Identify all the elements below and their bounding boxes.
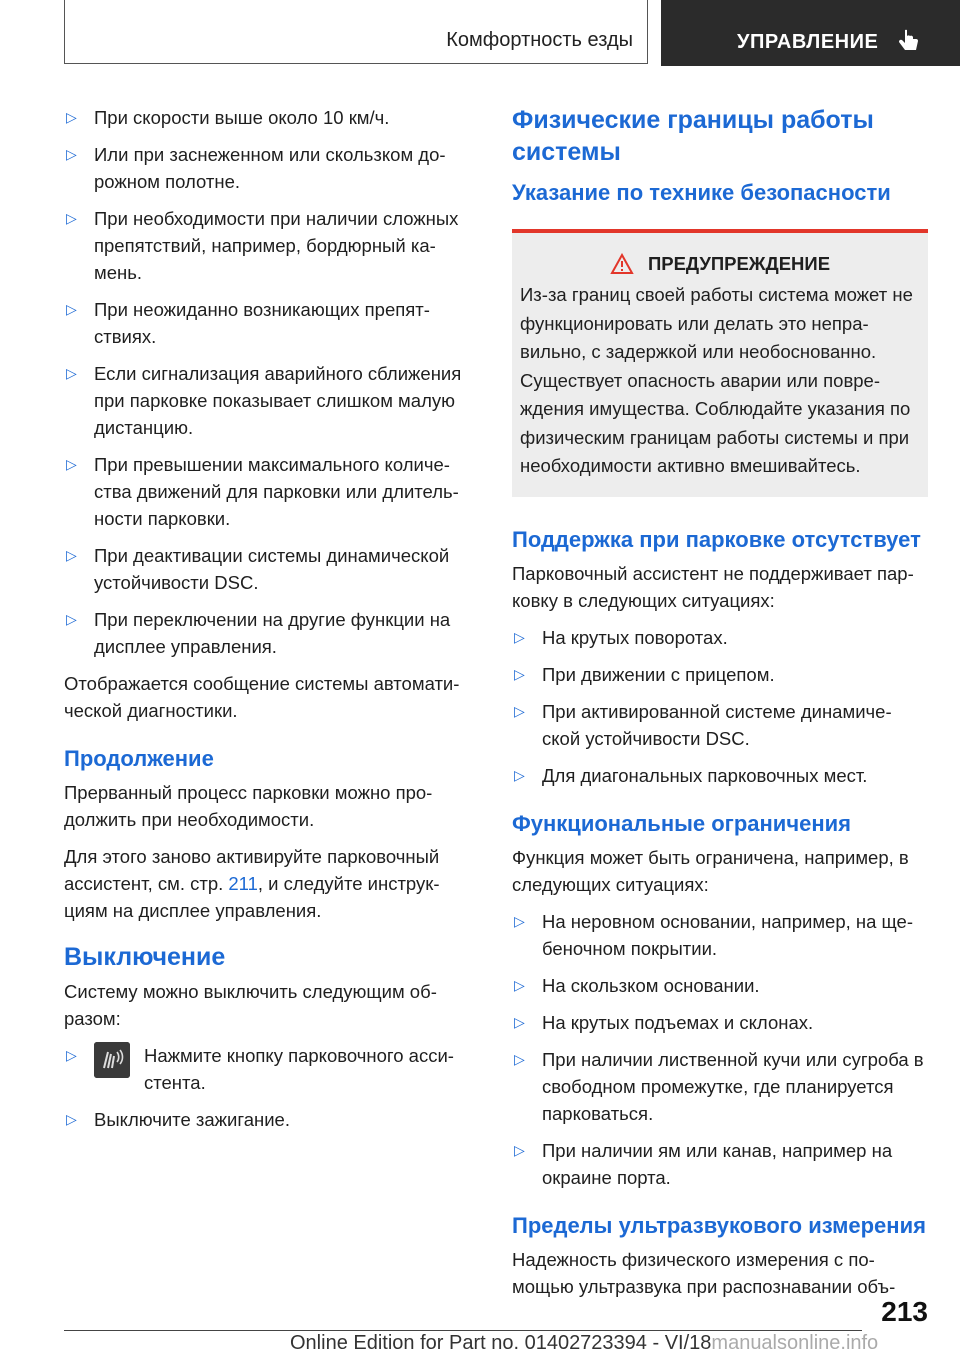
bullet-triangle-icon: ▷ — [66, 301, 77, 317]
list-item: ▷ Если сигнализация аварийного сближения при парковке показывает слишком малую дистанцию. — [64, 360, 476, 441]
bullet-triangle-icon: ▷ — [514, 766, 525, 783]
list-item: ▷ При активированной системе динамиче-ской устойчивости DSC. — [512, 698, 928, 752]
chapter-title: УПРАВЛЕНИЕ — [737, 31, 879, 53]
right-column — [512, 104, 928, 1310]
heading-no-support: Поддержка при парковке отсутствует — [512, 526, 921, 552]
bullet-triangle-icon: ▷ — [66, 210, 77, 226]
bullet-triangle-icon: ▷ — [66, 547, 77, 563]
list-item: ▷ На крутых поворотах. — [512, 624, 928, 651]
left-column — [64, 104, 476, 1143]
bullet-triangle-icon: ▷ — [514, 702, 525, 719]
bullet-triangle-icon: ▷ — [514, 1141, 525, 1158]
page-link[interactable]: 211 — [228, 873, 258, 894]
bullet-triangle-icon: ▷ — [66, 1111, 77, 1127]
warning-box — [512, 229, 928, 497]
list-item: ▷ При скорости выше около 10 км/ч. — [64, 104, 476, 131]
bullet-triangle-icon: ▷ — [66, 365, 77, 381]
chapter-header — [661, 0, 960, 66]
bullet-triangle-icon: ▷ — [514, 1050, 525, 1067]
list-item: ▷ Выключите зажигание. — [64, 1106, 476, 1133]
footer-edition: Online Edition for Part no. 01402723394 - VI/18manualsonline.info — [290, 1332, 879, 1354]
bullet-triangle-icon: ▷ — [514, 1013, 525, 1030]
paragraph: Для этого заново активируйте парковочный ассистент, см. стр. 211, и следуйте инструк-циям на дисплее управления. — [64, 846, 440, 921]
bullet-triangle-icon: ▷ — [66, 611, 77, 627]
list-item: ▷ Или при заснеженном или скользком до-рожном полотне. — [64, 141, 476, 195]
page-number: 213 — [881, 1296, 928, 1327]
bullet-triangle-icon: ▷ — [66, 109, 77, 125]
paragraph: Парковочный ассистент не поддерживает пар-ковку в следующих ситуациях: — [512, 562, 914, 611]
list-item: ▷ Нажмите кнопку парковочного асси-стента. — [64, 1042, 476, 1096]
bullet-triangle-icon: ▷ — [514, 665, 525, 682]
list-item: ▷ При движении с прицепом. — [512, 661, 928, 688]
list-item: ▷ При наличии ям или канав, например на окраине порта. — [512, 1137, 928, 1191]
paragraph: Прерванный процесс парковки можно про-должить при необходимости. — [64, 782, 433, 830]
section-header — [64, 0, 648, 64]
warning-text: Из-за границ своей работы система может не функционировать или делать это непра-вильно, с задержкой или необоснованно. Существует опасность аварии или повре-ждения имущества. Соблюдайте указания по физическим границам работы системы и при необходимости активно вмешивайтесь. — [520, 284, 913, 476]
paragraph: Отображается сообщение системы автомати-ческой диагностики. — [64, 673, 460, 721]
watermark: manualsonline.info — [711, 1332, 879, 1354]
heading-functional-limits: Функциональные ограничения — [512, 810, 851, 836]
heading-safety: Указание по технике безопасности — [512, 180, 891, 205]
bullet-triangle-icon: ▷ — [66, 456, 77, 472]
heading-switch-off: Выключение — [64, 943, 226, 971]
footer-divider — [64, 1330, 862, 1331]
paragraph: Функция может быть ограничена, например, в следующих ситуациях: — [512, 846, 909, 895]
heading-physical-limits: Физические границы работы системы — [512, 106, 874, 166]
list-item: ▷ Для диагональных парковочных мест. — [512, 762, 928, 789]
list-item: ▷ На крутых подъемах и склонах. — [512, 1009, 928, 1036]
bullet-triangle-icon: ▷ — [514, 628, 525, 645]
list-item: ▷ При необходимости при наличии сложных препятствий, например, бордюрный ка-мень. — [64, 205, 476, 286]
park-assist-button-icon — [94, 1042, 130, 1078]
list-item: ▷ При деактивации системы динамической устойчивости DSC. — [64, 542, 476, 596]
list-item: ▷ При неожиданно возникающих препят-ствиях. — [64, 296, 476, 350]
paragraph: Систему можно выключить следующим об-разом: — [64, 981, 437, 1029]
warning-triangle-icon — [610, 253, 634, 275]
heading-ultrasonic-limits: Пределы ультразвукового измерения — [512, 1212, 926, 1238]
list-item: ▷ При наличии лиственной кучи или сугроба в свободном промежутке, где планируется парковаться. — [512, 1046, 928, 1127]
warning-title: ПРЕДУПРЕЖДЕНИЕ — [520, 253, 920, 275]
paragraph: Надежность физического измерения с по-мощью ультразвука при распознавании объ- — [512, 1248, 896, 1297]
hand-pointer-icon — [896, 28, 922, 54]
list-item: ▷ На скользком основании. — [512, 972, 928, 999]
list-item: ▷ При переключении на другие функции на дисплее управления. — [64, 606, 476, 660]
bullet-triangle-icon: ▷ — [66, 1047, 77, 1063]
section-title: Комфортность езды — [446, 29, 633, 51]
bullet-triangle-icon: ▷ — [514, 912, 525, 929]
list-item: ▷ При превышении максимального количе-ства движений для парковки или длитель-ности парковки. — [64, 451, 476, 532]
bullet-triangle-icon: ▷ — [66, 146, 77, 162]
bullet-triangle-icon: ▷ — [514, 976, 525, 993]
list-item: ▷ На неровном основании, например, на ще-беночном покрытии. — [512, 908, 928, 962]
heading-continue: Продолжение — [64, 746, 214, 771]
